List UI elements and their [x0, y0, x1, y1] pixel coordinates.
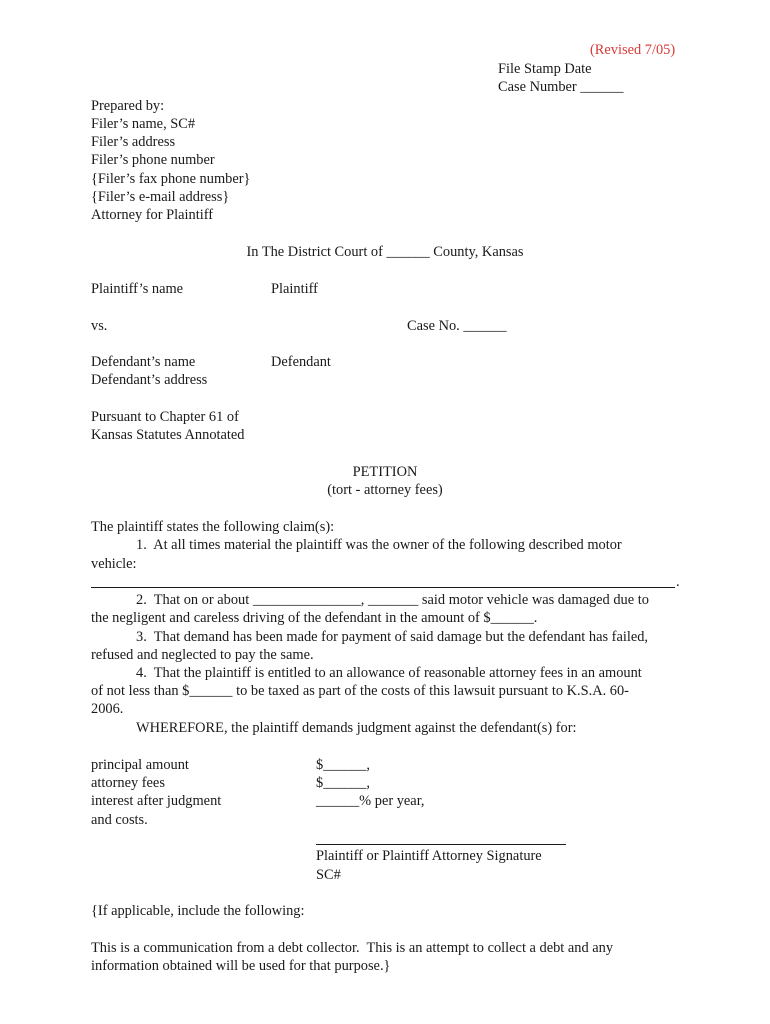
interest-label: interest after judgment [91, 793, 222, 809]
attorney-fees-label: attorney fees [91, 775, 165, 791]
case-number-header: Case Number ______ [498, 79, 624, 95]
revised-note: (Revised 7/05) [590, 42, 676, 58]
attorney-for-plaintiff: Attorney for Plaintiff [91, 207, 214, 223]
filer-name: Filer’s name, SC# [91, 116, 196, 132]
signature-label: Plaintiff or Plaintiff Attorney Signature [316, 848, 542, 864]
principal-amount-value: $______, [316, 757, 370, 773]
paragraph-1-line-1: 1. At all times material the plaintiff was the owner of the following described motor [136, 537, 622, 553]
costs-label: and costs. [91, 812, 148, 828]
interest-value: ______% per year, [316, 793, 425, 809]
paragraph-4-line-1: 4. That the plaintiff is entitled to an allowance of reasonable attorney fees in an amount [136, 665, 642, 681]
attorney-fees-value: $______, [316, 775, 370, 791]
filer-address: Filer’s address [91, 134, 176, 150]
wherefore-clause: WHEREFORE, the plaintiff demands judgment against the defendant(s) for: [136, 720, 577, 736]
filer-email: {Filer’s e-mail address} [91, 189, 230, 205]
defendant-address: Defendant’s address [91, 372, 208, 388]
paragraph-1-line-2: vehicle: [91, 556, 137, 572]
paragraph-2-line-1: 2. That on or about _______________, _______ said motor vehicle was damaged due to [136, 592, 649, 608]
principal-amount-label: principal amount [91, 757, 189, 773]
prepared-by-label: Prepared by: [91, 98, 165, 114]
paragraph-4-line-3: 2006. [91, 701, 124, 717]
document-title: PETITION [352, 464, 418, 480]
statute-line-1: Pursuant to Chapter 61 of [91, 409, 239, 425]
plaintiff-name: Plaintiff’s name [91, 281, 184, 297]
paragraph-4-line-2: of not less than $______ to be taxed as part of the costs of this lawsuit pursuant to K.S.A. 60- [91, 683, 629, 699]
debt-collector-line-1: This is a communication from a debt collector. This is an attempt to collect a debt and any [91, 940, 614, 956]
signature-sc-number: SC# [316, 867, 341, 883]
paragraph-3-line-2: refused and neglected to pay the same. [91, 647, 314, 663]
paragraph-3-line-1: 3. That demand has been made for payment of said damage but the defendant has failed, [136, 629, 649, 645]
document-subtitle: (tort - attorney fees) [327, 482, 443, 498]
filer-fax: {Filer’s fax phone number} [91, 171, 251, 187]
paragraph-2-line-2: the negligent and careless driving of the defendant in the amount of $______. [91, 610, 538, 626]
claims-intro: The plaintiff states the following claim(s): [91, 519, 335, 535]
signature-line [316, 844, 566, 845]
plaintiff-label: Plaintiff [271, 281, 318, 297]
debt-collector-line-2: information obtained will be used for that purpose.} [91, 958, 391, 974]
vehicle-blank-period: . [676, 574, 680, 590]
file-stamp-date: File Stamp Date [498, 61, 592, 77]
defendant-label: Defendant [271, 354, 331, 370]
court-heading: In The District Court of ______ County, Kansas [246, 244, 524, 260]
statute-line-2: Kansas Statutes Annotated [91, 427, 245, 443]
versus: vs. [91, 318, 108, 334]
vehicle-description-blank [91, 587, 675, 588]
case-number-caption: Case No. ______ [407, 318, 507, 334]
filer-phone: Filer’s phone number [91, 152, 215, 168]
applicable-note: {If applicable, include the following: [91, 903, 305, 919]
defendant-name: Defendant’s name [91, 354, 196, 370]
